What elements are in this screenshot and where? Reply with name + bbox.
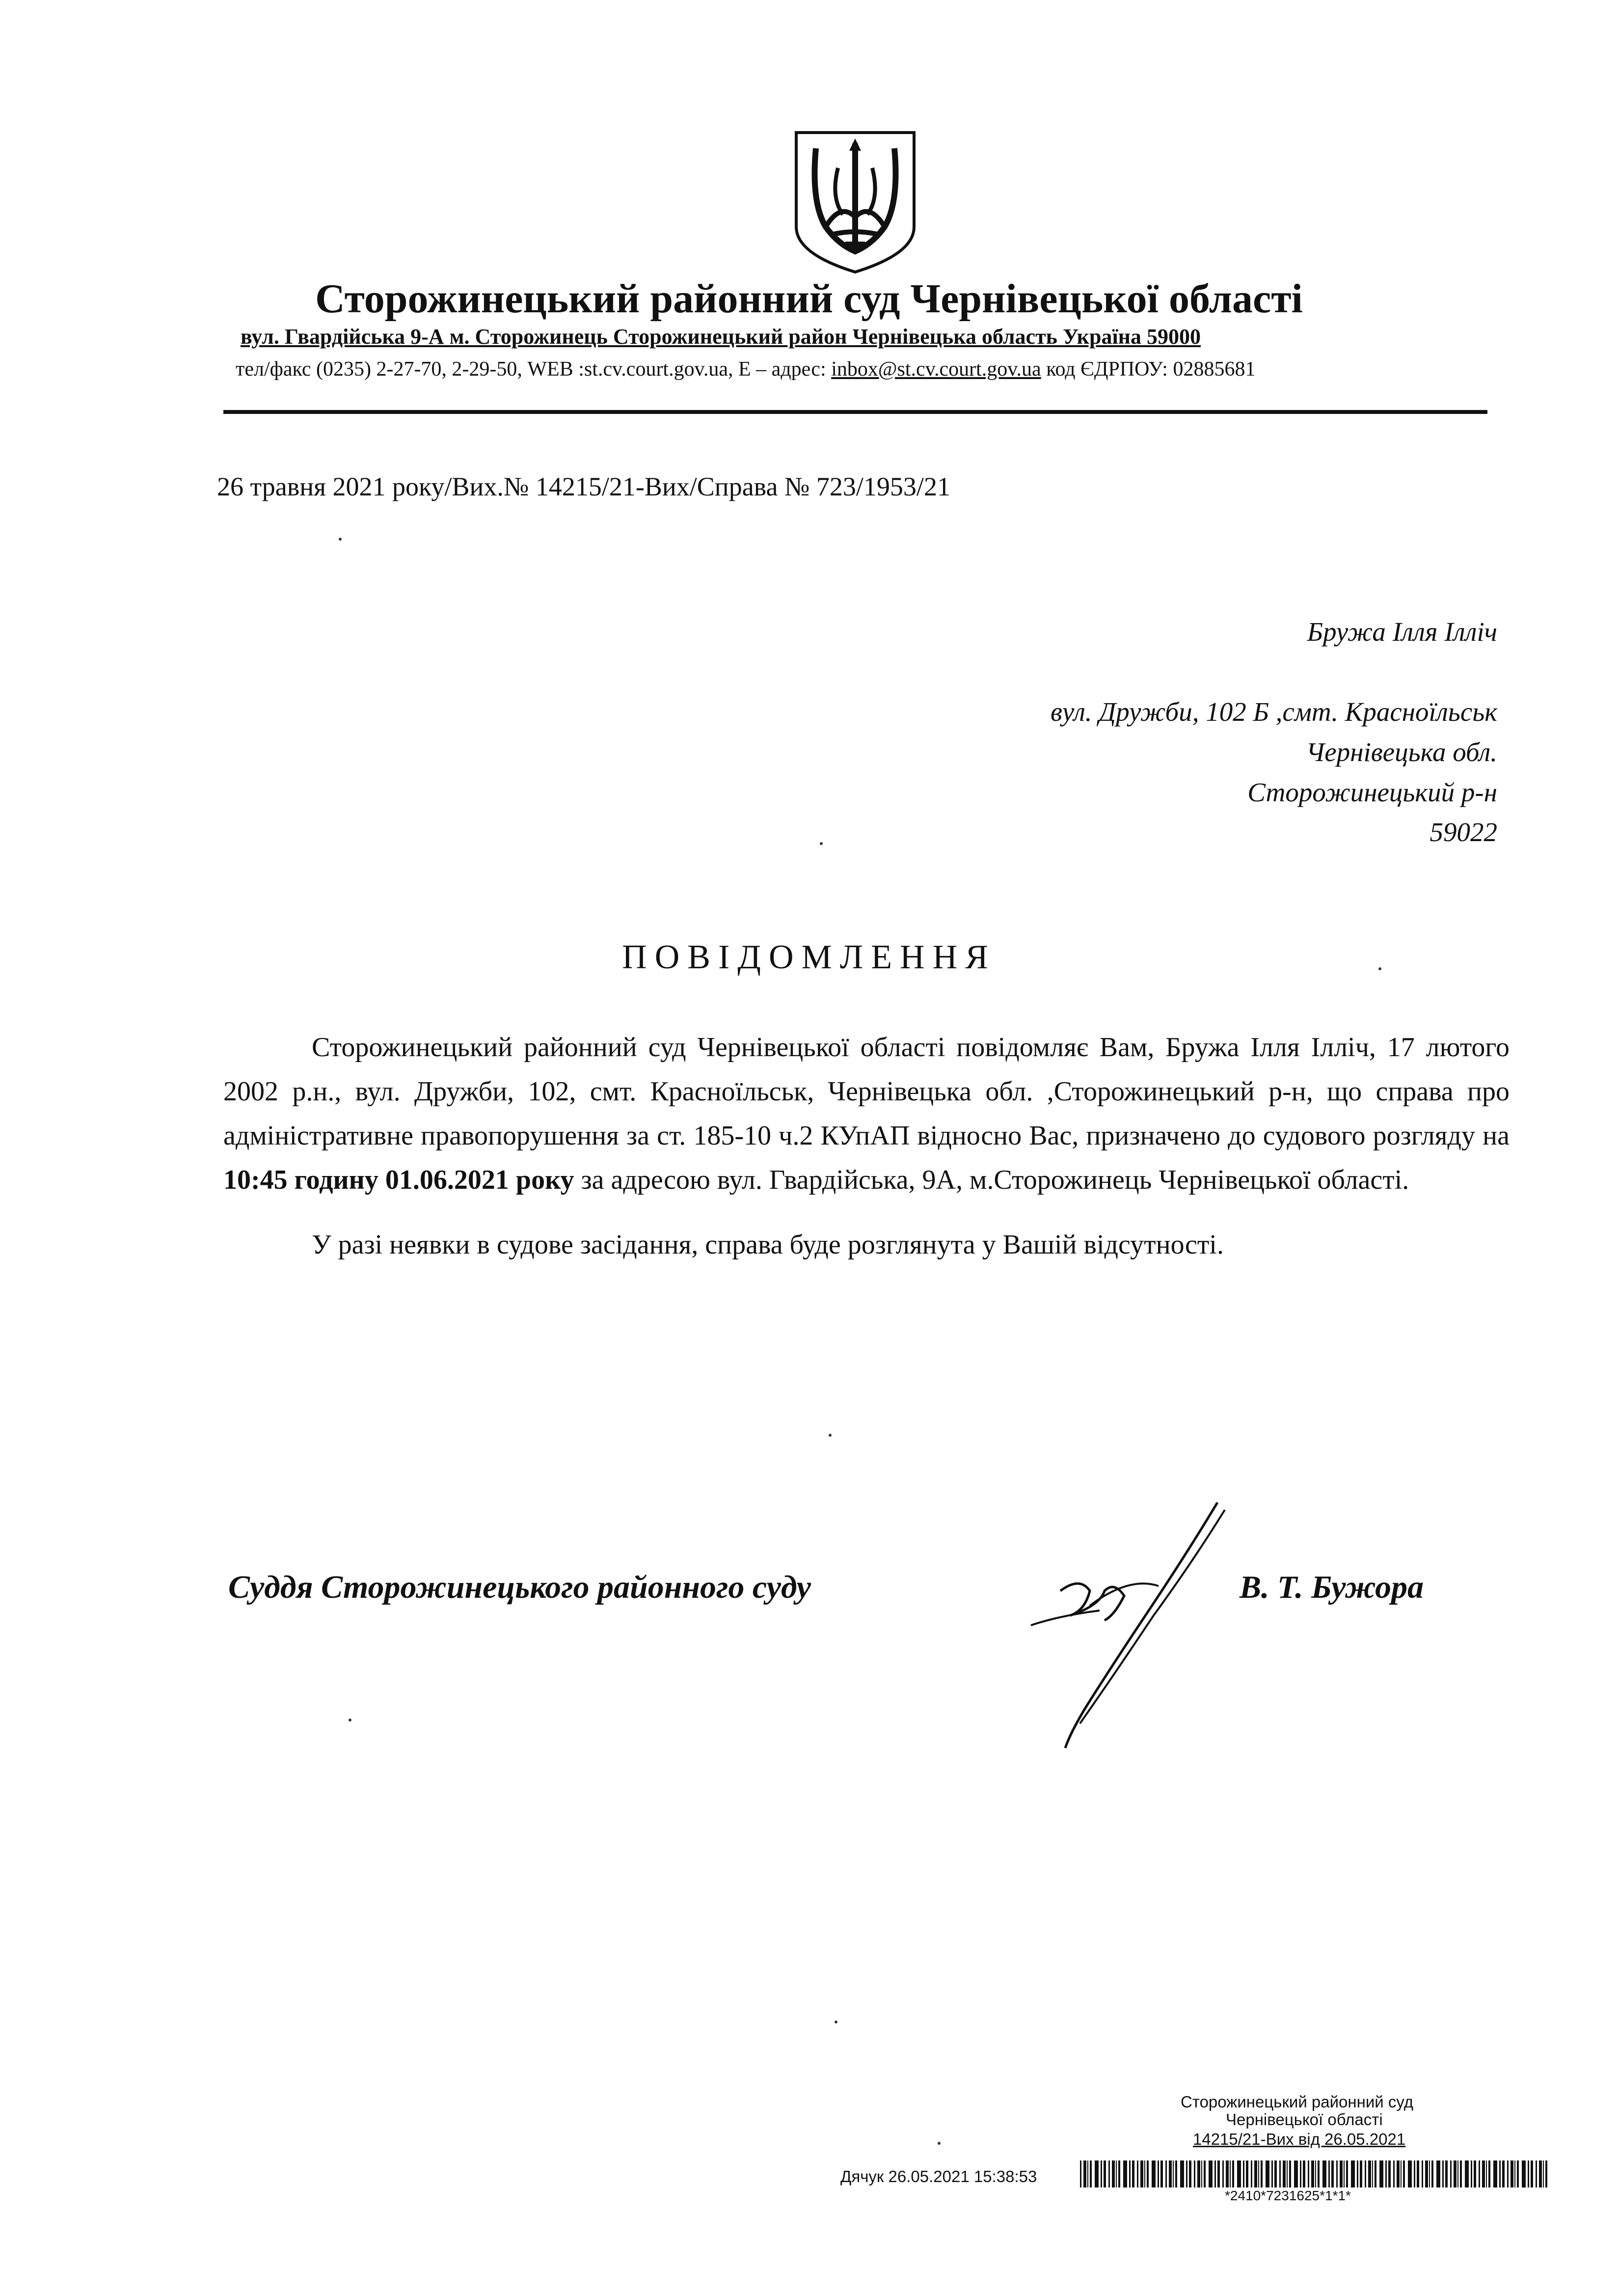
barcode-bar [1425,2160,1428,2187]
barcode-bar [1346,2160,1348,2187]
barcode-bar [1294,2160,1298,2187]
barcode-bar [1279,2160,1281,2187]
stamp-operator: Дячук 26.05.2021 15:38:53 [840,2167,1037,2186]
header-divider [223,410,1487,414]
barcode-bar [1266,2160,1269,2187]
contacts-prefix: тел/факс (0235) 2-27-70, 2-29-50, WEB :st.cv.court.gov.ua, E – адрес: [236,358,832,381]
barcode-bar [1303,2160,1305,2187]
barcode-bar [1403,2160,1405,2187]
barcode-bar [1322,2160,1326,2187]
barcode-bar [1152,2160,1156,2187]
barcode-bar [1357,2160,1358,2187]
barcode-bar [1251,2160,1252,2187]
barcode-bar [1083,2160,1086,2187]
barcode-bar [1499,2160,1501,2187]
barcode-bar [1474,2160,1476,2187]
barcode-bar [1379,2160,1383,2187]
barcode-bar [1311,2160,1314,2187]
barcode-bar [1230,2160,1231,2187]
barcode-bar [1482,2160,1485,2187]
scan-speck [1378,967,1381,970]
barcode-bar [1144,2160,1145,2187]
barcode-bar [1201,2160,1202,2187]
barcode-bar [1486,2160,1487,2187]
barcode-bar [1118,2160,1120,2187]
notice-text-end: за адресою вул. Гвардійська, 9А, м.Сторожинець Чернівецької області. [574,1165,1409,1195]
barcode-bar [1502,2160,1505,2187]
barcode-bar [1226,2160,1229,2187]
barcode-bar [1147,2160,1149,2187]
barcode-bar [1261,2160,1263,2187]
barcode-bar [1393,2160,1395,2187]
barcode-bar [1186,2160,1187,2187]
barcode-bar [1457,2160,1458,2187]
barcode-bar [1160,2160,1163,2187]
absence-warning: У разі неявки в судове засідання, справа буде розглянута у Вашій відсутності. [312,1230,1224,1260]
barcode-bar [1545,2160,1547,2187]
court-email-link[interactable]: inbox@st.cv.court.gov.ua [831,358,1041,381]
barcode-bar [1318,2160,1320,2187]
coat-of-arms-icon [791,129,919,276]
barcode-bar [1209,2160,1213,2187]
judge-name: В. Т. Бужора [1240,1569,1424,1605]
barcode-bar [1375,2160,1376,2187]
recipient-name: Бружа Ілля Ілліч [1307,617,1497,647]
court-address: вул. Гвардійська 9-А м. Сторожинець Сторожинецький район Чернівецька область Україна 59000 [241,325,1201,349]
barcode-bar [1471,2160,1472,2187]
barcode-bar [1528,2160,1529,2187]
barcode-bar [1197,2160,1200,2187]
document-reference: 26 травня 2021 року/Вих.№ 14215/21-Вих/Справа № 723/1953/21 [217,472,950,501]
scan-speck [349,1719,351,1722]
scan-speck [829,1434,832,1437]
barcode-bar [1454,2160,1456,2187]
barcode-bar [1445,2160,1448,2187]
barcode-bar [1132,2160,1134,2187]
barcode-bar [1140,2160,1143,2187]
barcode-bar [1344,2160,1345,2187]
barcode-bar [1514,2160,1515,2187]
barcode-bar [1450,2160,1452,2187]
barcode-bar [1531,2160,1533,2187]
document-title: ПОВІДОМЛЕННЯ [622,938,996,976]
barcode-bar [1336,2160,1338,2187]
barcode-bar [1488,2160,1490,2187]
barcode-bar [1315,2160,1316,2187]
barcode-bar [1116,2160,1117,2187]
barcode-bar [1274,2160,1277,2187]
contacts-suffix: код ЄДРПОУ: 02885681 [1041,358,1256,381]
barcode-bar [1175,2160,1177,2187]
court-contacts [236,357,1255,381]
barcode-bar [1543,2160,1544,2187]
barcode-bar [1271,2160,1273,2187]
barcode-bar [1287,2160,1288,2187]
barcode-bar [1539,2160,1542,2187]
notice-text: Сторожинецький районний суд Чернівецької області повідомляє Вам, Бружа Ілля Ілліч, 17 лютого 2002 р.н., вул. Дружби, 102, смт. Красноїльськ, Чернівецька обл. ,Сторожинецький р-н, що справа про адміністративне правопорушення за ст. 185-10 ч.2 КУпАП відносно Вас, призначено до судового розгляду на [223,1032,1510,1151]
barcode-bar [1283,2160,1286,2187]
scan-speck [820,842,823,845]
notice-body [223,1025,1510,1267]
barcode-bar [1289,2160,1291,2187]
barcode-bar [1408,2160,1412,2187]
barcode-bar [1217,2160,1220,2187]
barcode-bar [1510,2160,1513,2187]
barcode-bar [1522,2160,1526,2187]
barcode-bar [1465,2160,1469,2187]
barcode-bar [1507,2160,1509,2187]
stamp-court: Сторожинецький районний суд [1181,2093,1414,2111]
barcode-bar [1214,2160,1216,2187]
recipient-region: Чернівецька обл. [1306,737,1497,767]
barcode-bar [1204,2160,1206,2187]
barcode-bar [1493,2160,1497,2187]
barcode-bar [1123,2160,1127,2187]
barcode-bar [1194,2160,1195,2187]
barcode-bar [1254,2160,1257,2187]
barcode-bar [1108,2160,1110,2187]
barcode-bar [1173,2160,1174,2187]
barcode-bar [1422,2160,1423,2187]
judge-title: Суддя Сторожинецького районного суду [228,1569,811,1605]
barcode-bar [1243,2160,1244,2187]
barcode-bar [1401,2160,1402,2187]
barcode-bar [1328,2160,1330,2187]
stamp-region: Чернівецької області [1226,2110,1383,2129]
barcode-bar [1090,2160,1092,2187]
barcode-bar [1237,2160,1241,2187]
barcode-bar [1385,2160,1387,2187]
barcode-bar [1180,2160,1184,2187]
barcode-bar [1365,2160,1366,2187]
barcode-bar [1340,2160,1343,2187]
barcode-icon [1080,2160,1551,2187]
barcode-bar [1414,2160,1415,2187]
barcode-bar [1429,2160,1430,2187]
barcode-bar [1080,2160,1081,2187]
barcode-bar [1460,2160,1462,2187]
barcode-bar [1258,2160,1259,2187]
barcode-bar [1165,2160,1167,2187]
barcode-bar [1360,2160,1362,2187]
barcode-bar [1308,2160,1309,2187]
barcode-bar [1246,2160,1248,2187]
scan-speck [339,538,342,541]
barcode-bar [1095,2160,1099,2187]
barcode-bar [1479,2160,1480,2187]
barcode-bar [1442,2160,1444,2187]
barcode-bar [1087,2160,1088,2187]
barcode-bar [1397,2160,1400,2187]
barcode-bar [1431,2160,1433,2187]
signature-icon [1001,1493,1232,1758]
barcode-bar [1169,2160,1172,2187]
scan-speck [835,2021,837,2023]
barcode-bar [1158,2160,1159,2187]
scan-speck [938,2142,941,2145]
barcode-code: *2410*7231625*1*1* [1225,2188,1351,2203]
barcode-bar [1517,2160,1519,2187]
barcode-bar [1129,2160,1131,2187]
barcode-bar [1331,2160,1334,2187]
hearing-datetime: 10:45 годину 01.06.2021 року [223,1165,574,1195]
notice-paragraph [223,1025,1510,1202]
recipient-district: Сторожинецький р-н [1247,777,1497,807]
recipient-postcode: 59022 [1429,817,1497,847]
barcode-bar [1300,2160,1301,2187]
barcode-bar [1436,2160,1440,2187]
barcode-bar [1101,2160,1102,2187]
barcode-bar [1417,2160,1419,2187]
barcode-bar [1368,2160,1371,2187]
recipient-street: вул. Дружби, 102 Б ,смт. Красноїльськ [1051,697,1497,727]
barcode-bar [1112,2160,1115,2187]
barcode-bar [1388,2160,1391,2187]
barcode-bar [1232,2160,1234,2187]
stamp-number: 14215/21-Вих від 26.05.2021 [1193,2130,1406,2148]
barcode-bar [1222,2160,1224,2187]
barcode-bar [1372,2160,1373,2187]
barcode-bar [1189,2160,1191,2187]
court-title: Сторожинецький районний суд Чернівецької області [315,276,1303,322]
barcode-bar [1104,2160,1106,2187]
barcode-bar [1137,2160,1138,2187]
barcode-bar [1351,2160,1355,2187]
barcode-bar [1536,2160,1537,2187]
